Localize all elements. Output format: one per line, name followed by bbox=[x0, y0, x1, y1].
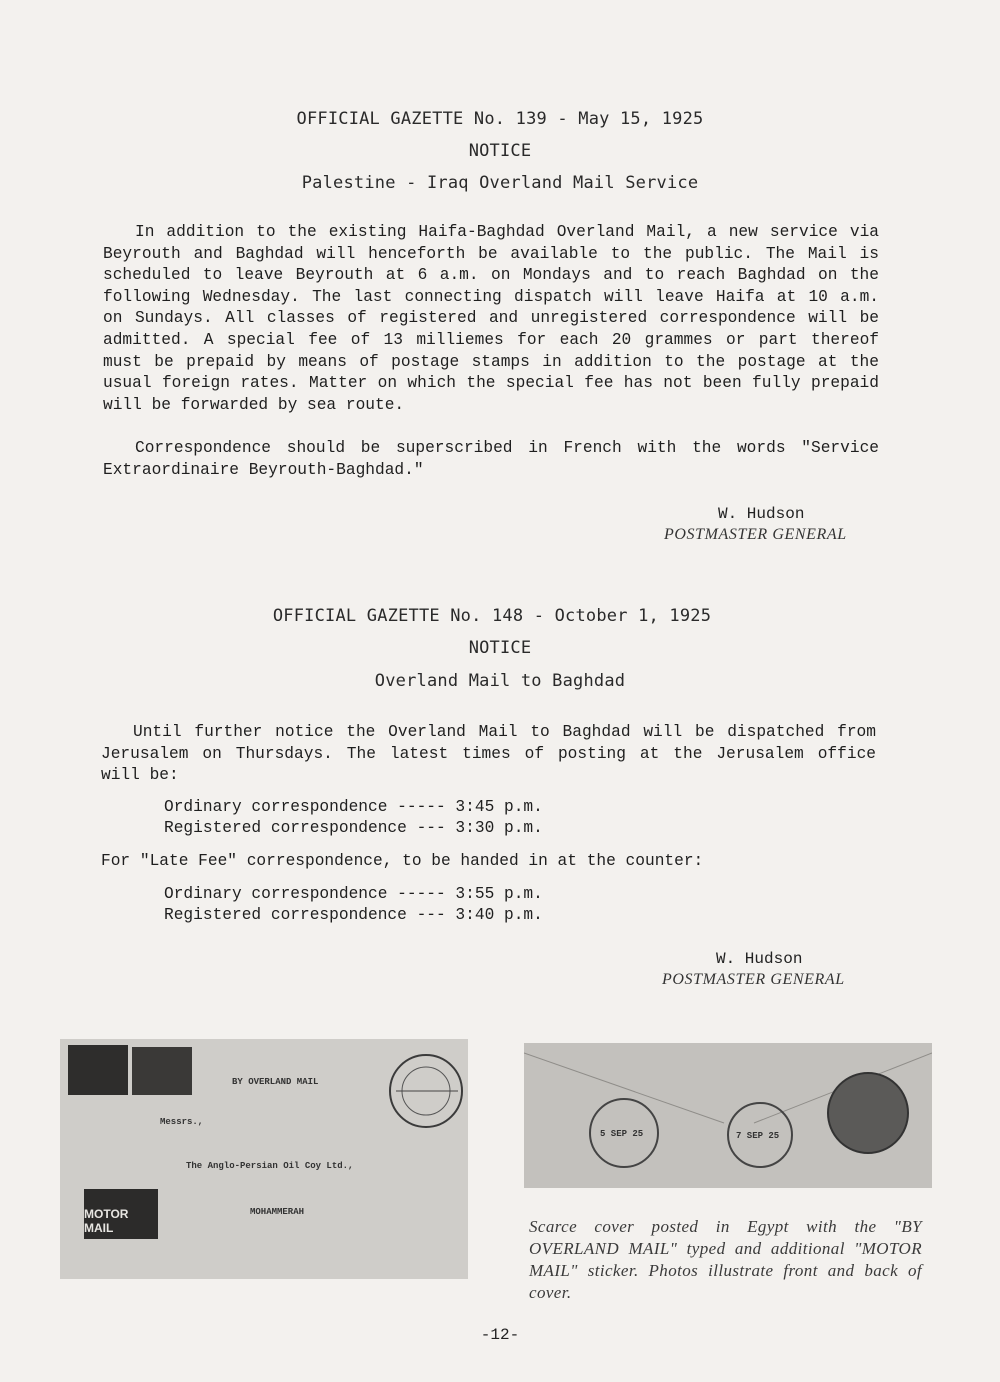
typed-destination: MOHAMMERAH bbox=[250, 1207, 305, 1217]
notice-1-paragraph-2: Correspondence should be superscribed in French with the words "Service Extraordinaire Beyrouth-Baghdad." bbox=[103, 439, 879, 479]
notice-1-signature-title: POSTMASTER GENERAL bbox=[664, 526, 847, 543]
envelope-flaps bbox=[524, 1043, 932, 1188]
notice-1-subject: Palestine - Iraq Overland Mail Service bbox=[301, 173, 699, 193]
typed-messrs: Messrs., bbox=[160, 1117, 204, 1127]
notice-1-label: NOTICE bbox=[468, 141, 532, 161]
gazette-139-heading: OFFICIAL GAZETTE No. 139 - May 15, 1925 bbox=[296, 109, 704, 129]
cover-back-photo bbox=[524, 1043, 932, 1188]
notice-2-signature-title: POSTMASTER GENERAL bbox=[662, 971, 845, 988]
motor-mail-sticker: MOTOR MAIL bbox=[84, 1189, 158, 1239]
postmark-date-5-sep: 5 SEP 25 bbox=[600, 1129, 644, 1139]
notice-2-subject: Overland Mail to Baghdad bbox=[374, 671, 626, 691]
stamp-2 bbox=[132, 1047, 192, 1095]
typed-by-overland-mail: BY OVERLAND MAIL bbox=[232, 1077, 319, 1087]
notice-2-signature-name: W. Hudson bbox=[716, 950, 803, 968]
cover-front-photo bbox=[60, 1039, 468, 1279]
stamp-1 bbox=[68, 1045, 128, 1095]
notice-2-label: NOTICE bbox=[468, 638, 532, 658]
schedule-1-ordinary: Ordinary correspondence ----- 3:45 p.m. bbox=[164, 798, 543, 816]
typed-addressee: The Anglo-Persian Oil Coy Ltd., bbox=[186, 1161, 354, 1171]
page-number: -12- bbox=[480, 1326, 520, 1344]
postmark-circle bbox=[388, 1049, 466, 1133]
schedule-1-registered: Registered correspondence --- 3:30 p.m. bbox=[164, 819, 543, 837]
schedule-2-registered: Registered correspondence --- 3:40 p.m. bbox=[164, 906, 543, 924]
notice-1-paragraph-1: In addition to the existing Haifa-Baghdad Overland Mail, a new service via Beyrouth and Baghdad will henceforth be available to the public. The Mail is scheduled to leave Beyrouth at 6 a.m. on Mondays and to reach Baghdad on the following Wednesday. The last connecting dispatch will leave Haifa at 10 a.m. on Sundays. All classes of registered and unregistered correspondence will be admitted. A special fee of 13 milliemes for each 20 grammes or part thereof must be prepaid by means of postage stamps in addition to the postage at the usual foreign rates. Matter on which the special fee has not been fully prepaid will be forwarded by sea route. bbox=[103, 223, 879, 414]
late-fee-line: For "Late Fee" correspondence, to be handed in at the counter: bbox=[101, 852, 704, 870]
photo-caption: Scarce cover posted in Egypt with the "BY OVERLAND MAIL" typed and additional "MOTOR MAIL" sticker. Photos illustrate front and back of cover. bbox=[529, 1217, 922, 1302]
notice-2-paragraph-1: Until further notice the Overland Mail to Baghdad will be dispatched from Jerusalem on Thursdays. The latest times of posting at the Jerusalem office will be: bbox=[101, 723, 876, 785]
postmark-date-7-sep: 7 SEP 25 bbox=[736, 1131, 780, 1141]
notice-1-signature-name: W. Hudson bbox=[718, 505, 805, 523]
schedule-2-ordinary: Ordinary correspondence ----- 3:55 p.m. bbox=[164, 885, 543, 903]
gazette-148-heading: OFFICIAL GAZETTE No. 148 - October 1, 1925 bbox=[272, 606, 712, 626]
